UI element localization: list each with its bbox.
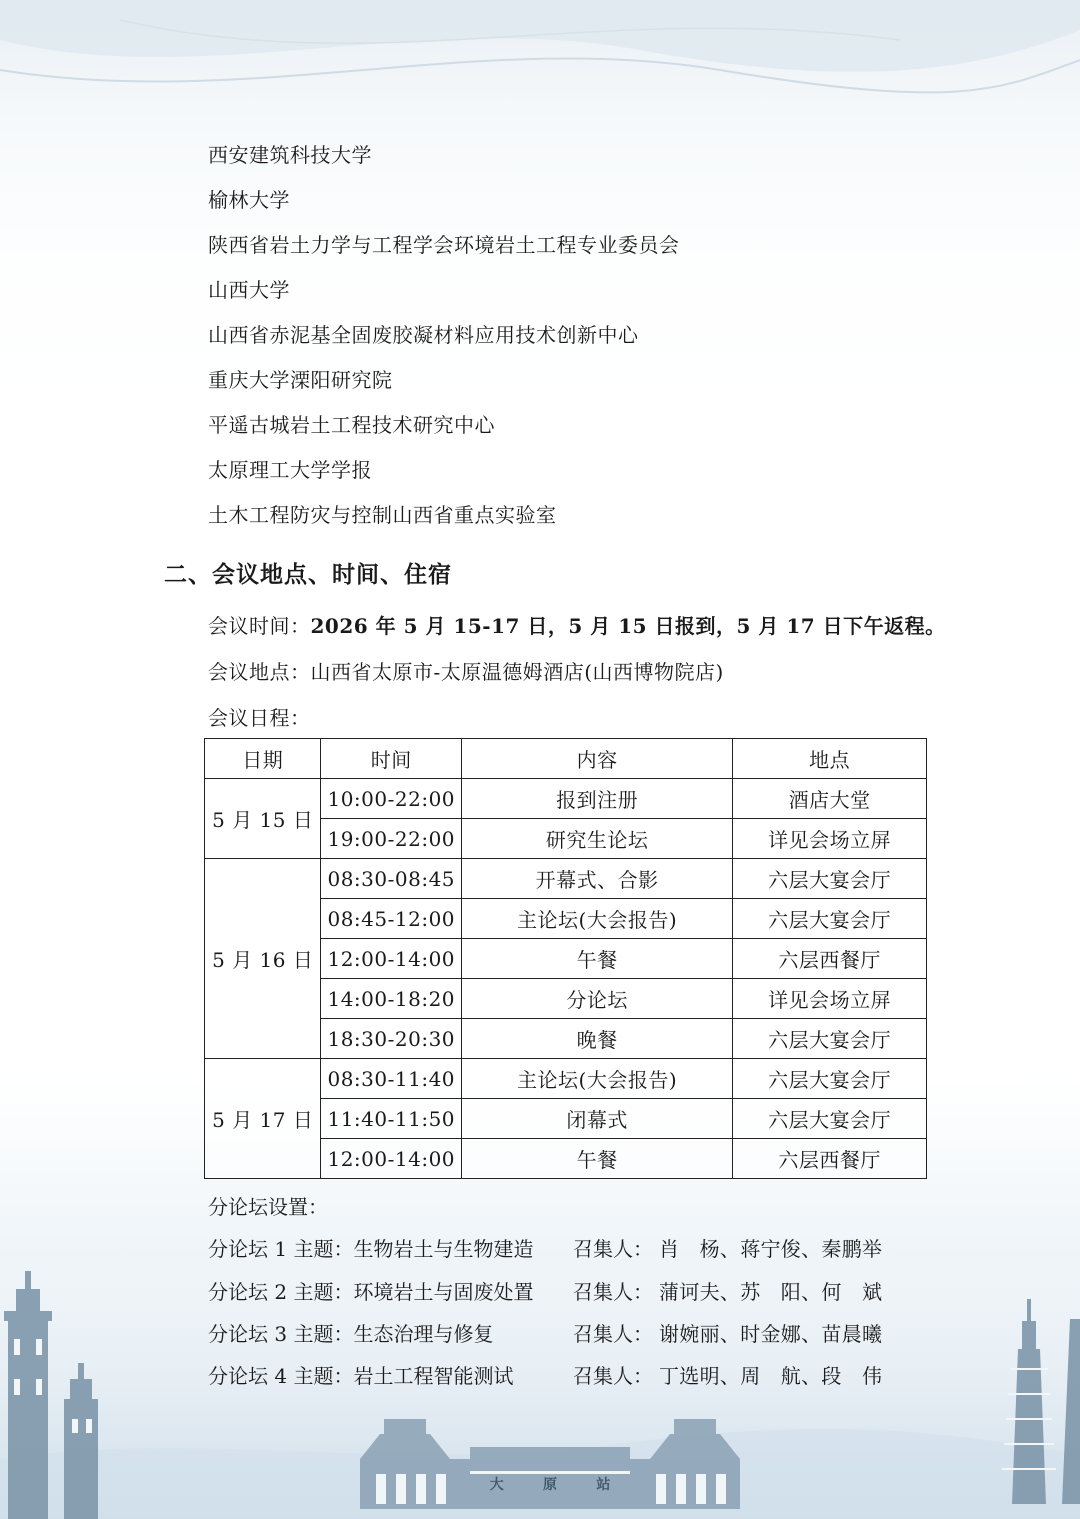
subforum-topic: 分论坛 4 主题：岩土工程智能测试 bbox=[208, 1364, 514, 1388]
place-cell: 酒店大堂 bbox=[733, 779, 927, 819]
header-place: 地点 bbox=[733, 739, 927, 779]
place-cell: 详见会场立屏 bbox=[733, 979, 927, 1019]
organizer-item: 山西大学 bbox=[208, 278, 290, 302]
meeting-place bbox=[208, 656, 724, 685]
content-cell: 报到注册 bbox=[462, 779, 733, 819]
content-cell: 研究生论坛 bbox=[462, 819, 733, 859]
place-cell: 详见会场立屏 bbox=[733, 819, 927, 859]
convener-label: 召集人： bbox=[573, 1364, 653, 1388]
table-row bbox=[205, 1059, 927, 1099]
time-cell: 08:30-08:45 bbox=[321, 859, 462, 899]
time-cell: 18:30-20:30 bbox=[321, 1019, 462, 1059]
subforum-title: 分论坛设置： bbox=[208, 1195, 328, 1219]
date-cell: 5 月 15 日 bbox=[205, 779, 321, 859]
convener-names: 肖 杨、蒋宁俊、秦鹏举 bbox=[659, 1237, 883, 1261]
time-cell: 08:30-11:40 bbox=[321, 1059, 462, 1099]
content-cell: 分论坛 bbox=[462, 979, 733, 1019]
time-cell: 19:00-22:00 bbox=[321, 819, 462, 859]
header-time: 时间 bbox=[321, 739, 462, 779]
content-cell: 主论坛(大会报告) bbox=[462, 899, 733, 939]
station-banner bbox=[470, 1474, 630, 1494]
meeting-place-label: 会议地点： bbox=[208, 660, 311, 684]
organizer-item: 榆林大学 bbox=[208, 188, 290, 212]
place-cell: 六层大宴会厅 bbox=[733, 1099, 927, 1139]
banner-char: 站 bbox=[596, 1477, 611, 1493]
place-cell: 六层西餐厅 bbox=[733, 1139, 927, 1179]
convener-names: 谢婉丽、时金娜、苗晨曦 bbox=[659, 1322, 883, 1346]
time-cell: 11:40-11:50 bbox=[321, 1099, 462, 1139]
organizer-item: 土木工程防灾与控制山西省重点实验室 bbox=[208, 503, 557, 527]
table-header-row bbox=[205, 739, 927, 779]
meeting-time-value: 2026 年 5 月 15-17 日，5 月 15 日报到，5 月 17 日下午返程。 bbox=[310, 614, 946, 638]
place-cell: 六层大宴会厅 bbox=[733, 1019, 927, 1059]
content-cell: 午餐 bbox=[462, 1139, 733, 1179]
table-row bbox=[205, 859, 927, 899]
table-row bbox=[205, 779, 927, 819]
organizer-item: 西安建筑科技大学 bbox=[208, 143, 372, 167]
subforum-topic: 分论坛 3 主题：生态治理与修复 bbox=[208, 1322, 494, 1346]
time-cell: 10:00-22:00 bbox=[321, 779, 462, 819]
convener-names: 蒲诃夫、苏 阳、何 斌 bbox=[659, 1280, 883, 1304]
date-cell: 5 月 16 日 bbox=[205, 859, 321, 1059]
content-cell: 午餐 bbox=[462, 939, 733, 979]
meeting-time-label: 会议时间： bbox=[208, 614, 311, 638]
organizer-item: 太原理工大学学报 bbox=[208, 458, 372, 482]
top-wave-decoration bbox=[0, 0, 1080, 130]
schedule-label: 会议日程： bbox=[208, 706, 311, 730]
banner-char: 原 bbox=[542, 1477, 557, 1493]
convener-names: 丁选明、周 航、段 伟 bbox=[659, 1364, 883, 1388]
content-cell: 晚餐 bbox=[462, 1019, 733, 1059]
time-cell: 08:45-12:00 bbox=[321, 899, 462, 939]
header-date: 日期 bbox=[205, 739, 321, 779]
subforum-topic: 分论坛 2 主题：环境岩土与固废处置 bbox=[208, 1280, 534, 1304]
content-cell: 闭幕式 bbox=[462, 1099, 733, 1139]
meeting-place-value: 山西省太原市-太原温德姆酒店(山西博物院店) bbox=[310, 660, 724, 684]
convener-label: 召集人： bbox=[573, 1237, 653, 1261]
content-cell: 开幕式、合影 bbox=[462, 859, 733, 899]
place-cell: 六层大宴会厅 bbox=[733, 899, 927, 939]
organizer-list bbox=[208, 138, 680, 543]
section-title: 二、会议地点、时间、住宿 bbox=[164, 562, 452, 588]
organizer-item: 陕西省岩土力学与工程学会环境岩土工程专业委员会 bbox=[208, 233, 680, 257]
organizer-item: 重庆大学溧阳研究院 bbox=[208, 368, 393, 392]
place-cell: 六层大宴会厅 bbox=[733, 859, 927, 899]
date-cell: 5 月 17 日 bbox=[205, 1059, 321, 1179]
organizer-item: 平遥古城岩土工程技术研究中心 bbox=[208, 413, 495, 437]
place-cell: 六层西餐厅 bbox=[733, 939, 927, 979]
time-cell: 14:00-18:20 bbox=[321, 979, 462, 1019]
time-cell: 12:00-14:00 bbox=[321, 1139, 462, 1179]
schedule-table bbox=[204, 738, 927, 1179]
meeting-time bbox=[208, 610, 946, 639]
time-cell: 12:00-14:00 bbox=[321, 939, 462, 979]
convener-label: 召集人： bbox=[573, 1280, 653, 1304]
header-content: 内容 bbox=[462, 739, 733, 779]
subforum-topic: 分论坛 1 主题：生物岩土与生物建造 bbox=[208, 1237, 534, 1261]
organizer-item: 山西省赤泥基全固废胶凝材料应用技术创新中心 bbox=[208, 323, 639, 347]
banner-char: 大 bbox=[489, 1477, 504, 1493]
content-cell: 主论坛(大会报告) bbox=[462, 1059, 733, 1099]
convener-label: 召集人： bbox=[573, 1322, 653, 1346]
place-cell: 六层大宴会厅 bbox=[733, 1059, 927, 1099]
